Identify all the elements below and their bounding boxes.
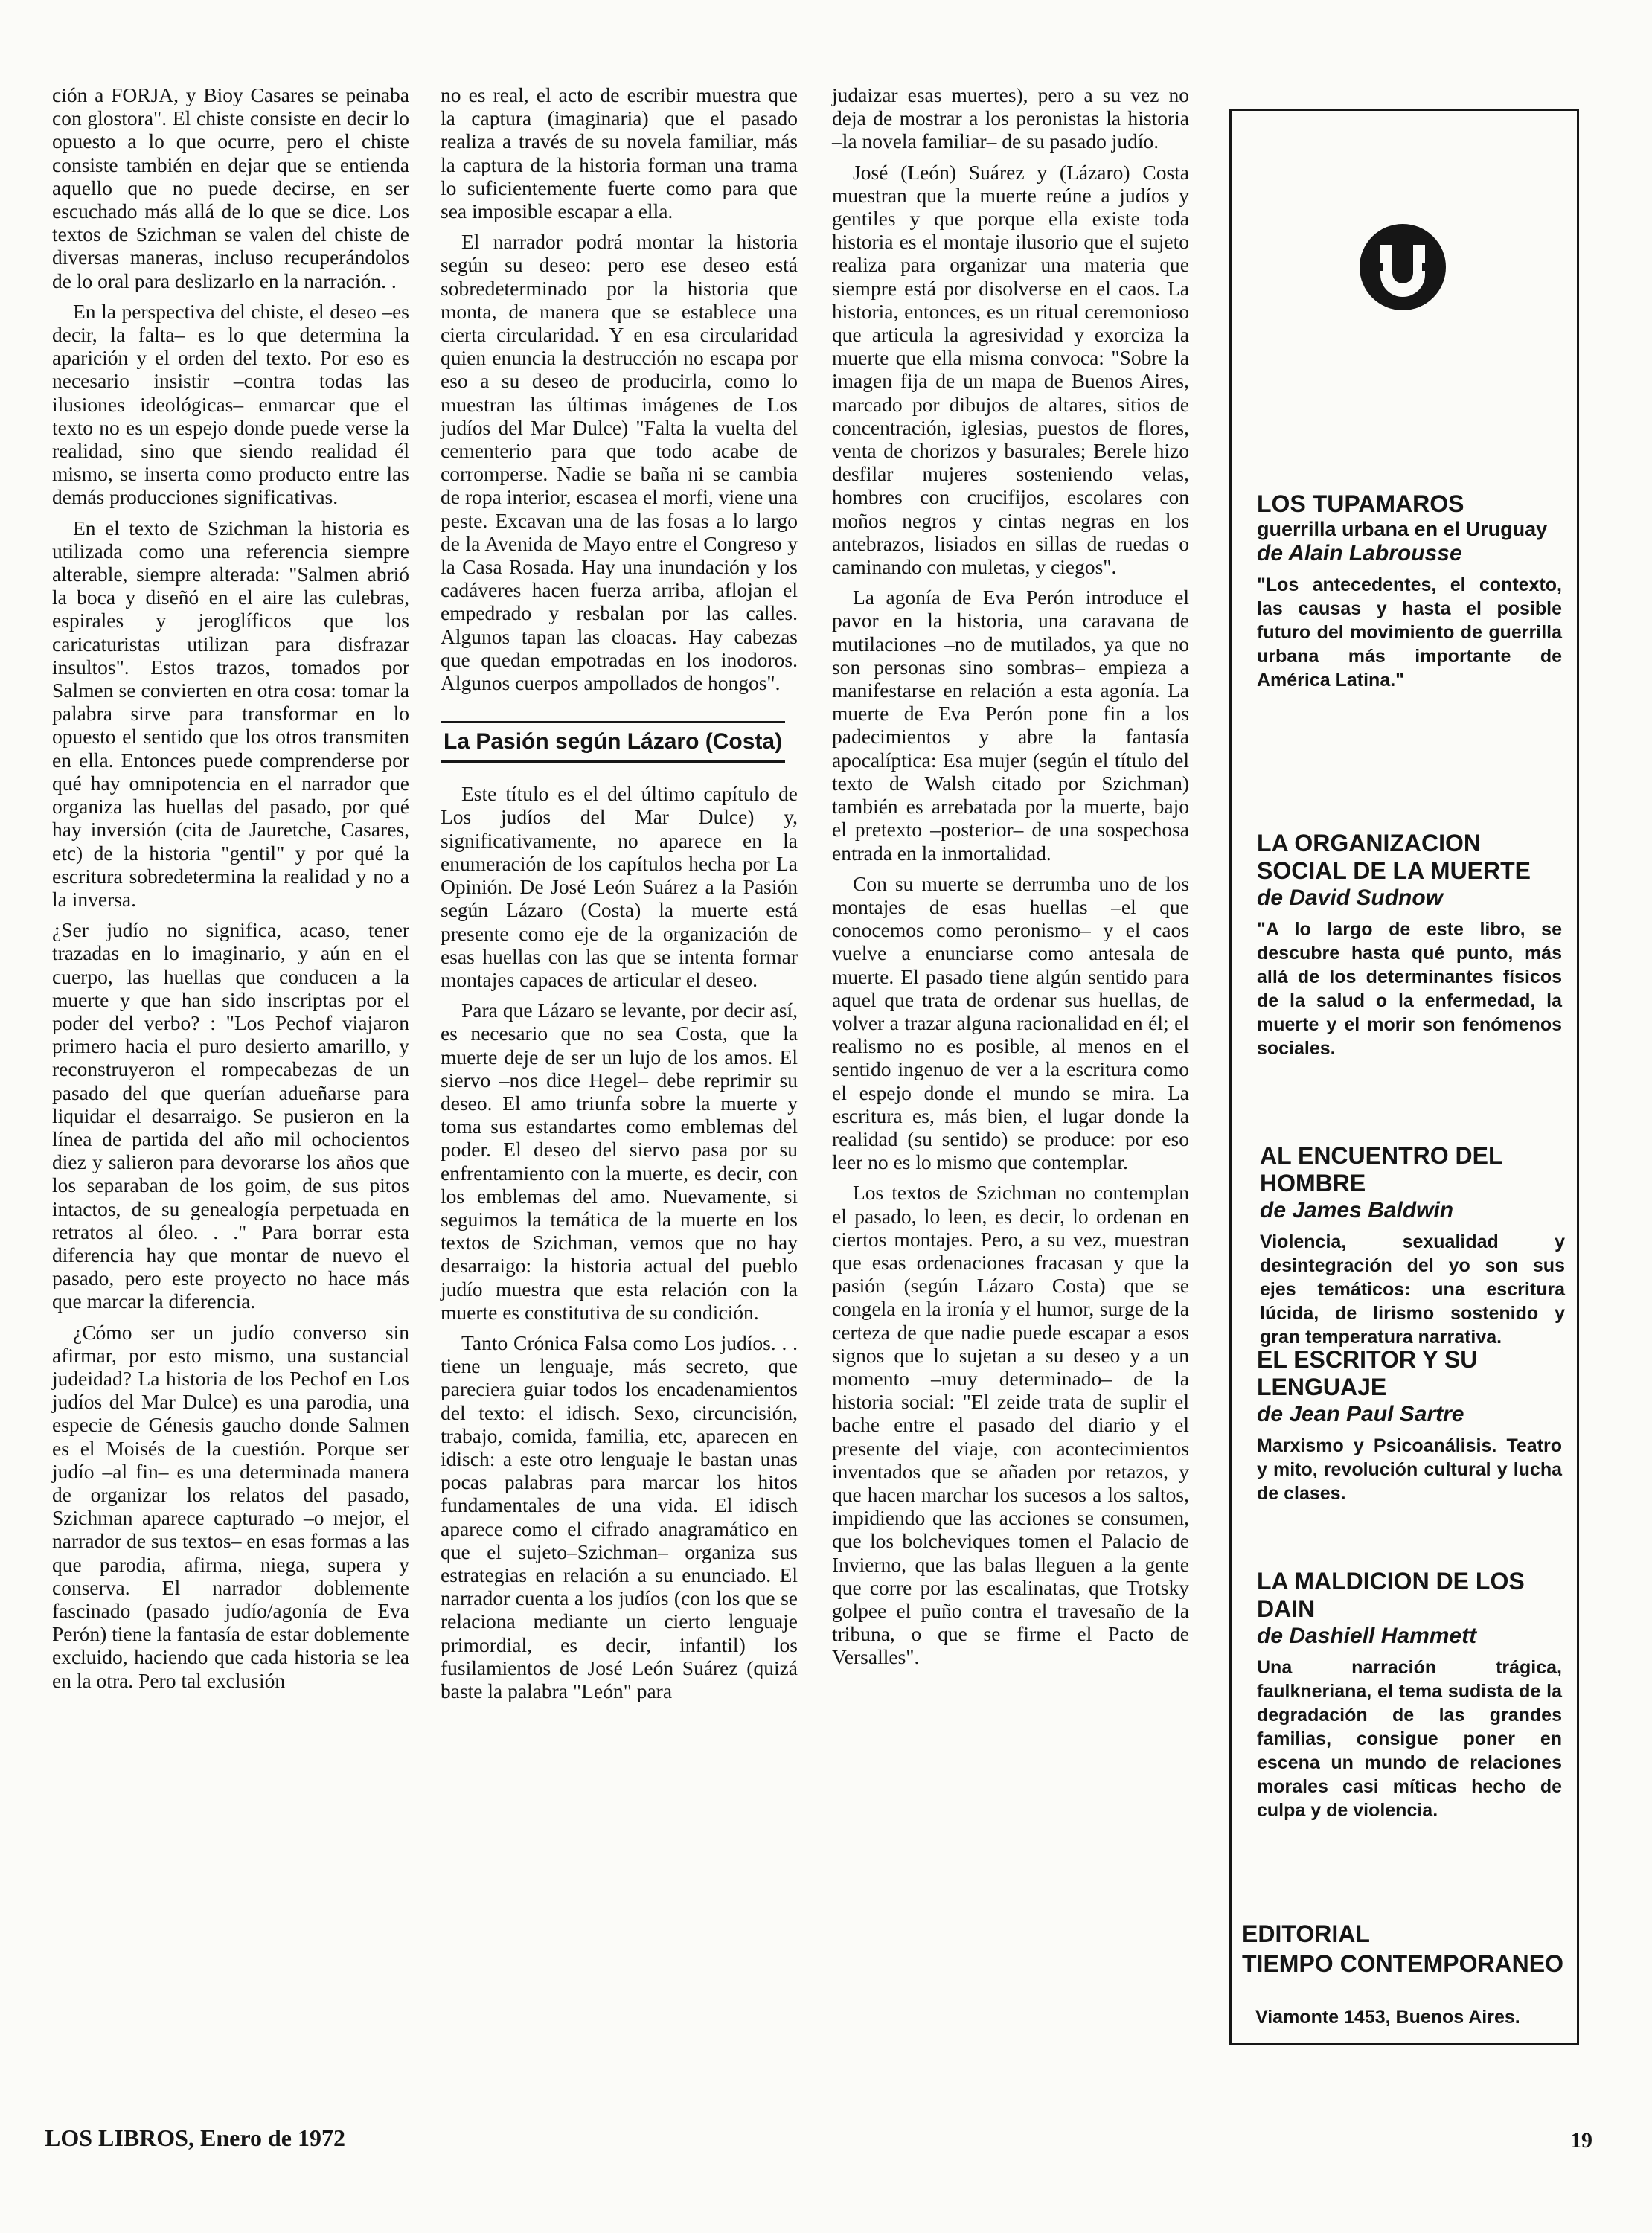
paragraph: no es real, el acto de escribir muestra que la captura (imaginaria) que el pasado realiza a través de su novela familiar, más la captura de la historia forman una trama lo suficientemente fuerte como para que sea imposible escapar a ella. <box>441 83 798 223</box>
paragraph: En la perspectiva del chiste, el deseo –es decir, la falta– es lo que determina la aparición y el orden del texto. Por eso es necesario insistir –contra todas las ilusiones ideológicas– enmarcar que el texto no es un espejo donde puede verse la realidad, sino que siendo realidad él mismo, se inserta como producto entre las demás producciones significativas. <box>52 299 409 509</box>
text-column-3 <box>832 83 1189 1676</box>
book-author: de James Baldwin <box>1260 1198 1454 1223</box>
publisher-advertisement <box>1229 109 1579 2045</box>
book-listing <box>1257 1568 1562 1822</box>
book-description: Violencia, sexualidad y desintegración del yo son sus ejes temáticos: una escritura lúcida, de lirismo sostenido y gran temperatura narrativa. <box>1260 1231 1565 1348</box>
page-number: 19 <box>1570 2128 1592 2153</box>
paragraph: judaizar esas muertes), pero a su vez no deja de mostrar a los peronistas la historia –la novela familiar– de su pasado judío. <box>832 83 1189 153</box>
text-column-1 <box>52 83 409 1699</box>
paragraph: El narrador podrá montar la historia según su deseo: pero ese deseo está sobredeterminado por la historia que monta, de manera que se establece una cierta circularidad. Y en esa circularidad quien enuncia la destrucción no escapa por eso a su deseo de producirla, como lo muestran las últimas imágenes de Los judíos del Mar Dulce) "Falta la vuelta del cementerio para que todo acabe de corromperse. Nadie se baña ni se cambia de ropa interior, escasea el morfi, viene una peste. Excavan una de las fosas a lo largo de la Avenida de Mayo entre el Congreso y la Casa Rosada. Hay una inundación y los cadáveres hacen fuerza arriba, aflojan el empedrado y resbalan por las calles. Algunos tapan las cloacas. Hay cabezas que quedan empotradas en los inodoros. Algunos cuerpos ampollados de hongos". <box>441 230 798 695</box>
book-description: Marxismo y Psicoanálisis. Teatro y mito, revolución cultural y lucha de clases. <box>1257 1435 1562 1504</box>
paragraph: José (León) Suárez y (Lázaro) Costa muestran que la muerte reúne a judíos y gentiles y que porque ella existe toda historia es el montaje ilusorio que el sujeto realiza para organizar una materia que siempre está por disolverse en el caos. La historia, entonces, es un ritual ceremonioso que articula la agresividad y exorciza la muerte que ella misma convoca: "Sobre la imagen fija de un mapa de Buenos Aires, marcado por dibujos de altares, sitios de concentración, iglesias, puestos de flores, venta de chorizos y basurales; Berele hizo desfilar mujeres sosteniendo velas, hombres con crucifijos, escolares con moños negros y cintas negras en los antebrazos, lisiados en sillas de ruedas o caminando con muletas, y ciegos". <box>832 160 1189 579</box>
paragraph: En el texto de Szichman la historia es utilizada como una referencia siempre alterable, siempre alterada: "Salmen abrió la boca y diseñó en el aire las culebras, espirales y jeroglíficos que los caricaturistas utilizan para disfrazar insultos". Estos trazos, tomados por Salmen se convierten en otra cosa: tomar la palabra sirve para transformar en lo opuesto el sentido que los otros transmiten en ella. Entonces puede comprenderse por qué hay omnipotencia en el narrador que organiza las huellas del pasado, por qué hay inversión (cita de Jauretche, Casares, etc) de la historia "gentil" y por qué la escritura sobredetermina la realidad y no a la inversa. <box>52 516 409 911</box>
book-author: de David Sudnow <box>1257 885 1444 910</box>
paragraph: ¿Ser judío no significa, acaso, tener trazadas en lo imaginario, y aún en el cuerpo, las huellas que conducen a la muerte y que han sido inscriptas por el poder del verbo? : "Los Pechof viajaron primero hacia el puro desierto amarillo, y reconstruyeron el rompecabezas de un pasado del que querían adueñarse para liquidar el desarraigo. Se pusieron en la línea de partida del año mil ochocientos diez y salieron para devorarse los años que los separaban de los goim, de sus pitos intactos, de su genealogía perpetuada en retratos al óleo. . ." Para borrar esta diferencia hay que montar de nuevo el pasado, pero este proyecto no hace más que marcar la diferencia. <box>52 918 409 1313</box>
publisher-address: Viamonte 1453, Buenos Aires. <box>1255 2007 1520 2028</box>
book-description: "Los antecedentes, el contexto, las causas y hasta el posible futuro del movimiento de guerrilla urbana más importante de América Latina." <box>1257 574 1562 691</box>
book-listing <box>1257 1346 1562 1505</box>
publisher-info <box>1242 1919 1569 2029</box>
paragraph: Tanto Crónica Falsa como Los judíos. . . tiene un lenguaje, más secreto, que pareciera guiar todos los encadenamientos del texto: el idisch. Sexo, circuncisión, trabajo, comida, familia, etc, aparecen en idisch: a este otro lenguaje le bastan unas pocas palabras para marcar los hitos fundamentales de una vida. El idisch aparece como el cifrado anagramático en que el sujeto–Szichman– organiza sus estrategias en relación a su enunciado. El narrador cuenta a los judíos (con los que se relaciona mediante un cierto lenguaje primordial, es decir, infantil) los fusilamientos de José León Suárez (quizá baste la palabra "León" para <box>441 1330 798 1702</box>
book-title: EL ESCRITOR Y SU LENGUAJE <box>1257 1346 1478 1400</box>
publisher-logo-icon <box>1358 222 1447 312</box>
paragraph: ción a FORJA, y Bioy Casares se peinaba con glostora". El chiste consiste en decir lo opuesto a lo que ocurre, pero el chiste consiste también en dejar que se entienda aquello que no puede decirse, en ser escuchado más allá de lo que se dice. Los textos de Szichman se valen del chiste de diversas maneras, incluso recuperándolos de lo oral para deslizarlo en la narración. . <box>52 83 409 292</box>
book-listing <box>1257 490 1562 692</box>
paragraph: Para que Lázaro se levante, por decir así, es necesario que no sea Costa, que la muerte deje de ser un lujo de los amos. El siervo –nos dice Hegel– debe reprimir su deseo. El amo triunfa sobre la muerte y toma sus estandartes como emblemas del poder. El deseo del siervo pasa por su enfrentamiento con la muerte, es decir, con los emblemas del amo. Nuevamente, si seguimos la temática de la muerte en los textos de Szichman, vemos que no hay desarraigo: la historia actual del pueblo judío muestra que esta relación con la muerte es constitutiva de su condición. <box>441 999 798 1324</box>
paragraph: Los textos de Szichman no contemplan el pasado, lo leen, es decir, lo ordenan en ciertos montajes. Pero, a su vez, muestran que esas ordenaciones fracasan y que la pasión (según Lázaro Costa) que se congela en la ironía y el humor, surge de la certeza de que nadie puede escapar a esos signos que lo sujetan a su deseo y a un momento –muy determinado– de la historia social: "El zeide trata de suplir el bache entre el pasado del diario y el presente del viaje, con acontecimientos inventados que se añaden por retazos, y que hacen marchar los sucesos a los saltos, impidiendo que las acciones se consumen, que los bolcheviques tomen el Palacio de Invierno, que las balas lleguen a la gente que corre por las escalinatas, que Trotsky golpee el puño contra el travesaño de la tribuna, o que se firme el Pacto de Versalles". <box>832 1181 1189 1669</box>
book-title: AL ENCUENTRO DEL HOMBRE <box>1260 1142 1502 1196</box>
book-title: LA MALDICION DE LOS DAIN <box>1257 1568 1525 1622</box>
book-author: de Alain Labrousse <box>1257 541 1462 566</box>
book-author: de Jean Paul Sartre <box>1257 1402 1464 1426</box>
publisher-name-line2: TIEMPO CONTEMPORANEO <box>1242 1950 1564 1977</box>
paragraph: Este título es el del último capítulo de Los judíos del Mar Dulce) y, significativamente, no aparece en la enumeración de los capítulos hecha por La Opinión. De José León Suárez a la Pasión según Lázaro (Costa) la muerte está presente como eje de la organización de esas huellas con las que se intenta formar montajes capaces de articular el deseo. <box>441 782 798 991</box>
paragraph: ¿Cómo ser un judío converso sin afirmar, por esto mismo, una sustancial judeidad? La historia de los Pechof en Los judíos del Mar Dulce) es una parodia, una especie de Génesis gaucho donde Salmen es el Moisés de la cuestión. Porque ser judío –al fin– es una determinada manera de organizar los relatos del pasado, Szichman aparece capturado –o mejor, el narrador de sus textos– en esas formas a las que parodia, afirma, niega, supera y conserva. El narrador doblemente fascinado (pasado judío/agonía de Eva Perón) tiene la fantasía de estar doblemente excluido, haciendo que cada historia se lea en la otra. Pero tal exclusión <box>52 1320 409 1692</box>
publication-footer: LOS LIBROS, Enero de 1972 <box>45 2124 345 2151</box>
book-title: LOS TUPAMAROS <box>1257 490 1464 517</box>
book-listing <box>1260 1142 1565 1349</box>
text-column-2 <box>441 83 798 1710</box>
paragraph: Con su muerte se derrumba uno de los montajes de esas huellas –el que conocemos como peronismo– y el caos vuelve a enunciarse como antesala de muerte. El pasado tiene algún sentido para aquel que trata de ordenar sus huellas, de volver a trazar alguna racionalidad en él; el realismo no es posible, al menos en el sentido ingenuo de ver a la escritura como el espejo donde el mundo se mira. La escritura es, más bien, el lugar donde la realidad (su sentido) se produce: por eso leer no es lo mismo que contemplar. <box>832 871 1189 1174</box>
book-subtitle: guerrilla urbana en el Uruguay <box>1257 518 1548 540</box>
book-description: Una narración trágica, faulkneriana, el tema sudista de la degradación de las grandes familias, consigue poner en escena un mundo de relaciones morales casi míticas hecho de culpa y de violencia. <box>1257 1657 1562 1821</box>
section-heading: La Pasión según Lázaro (Costa) <box>441 721 785 763</box>
book-title: LA ORGANIZACION SOCIAL DE LA MUERTE <box>1257 830 1531 884</box>
book-description: "A lo largo de este libro, se descubre hasta qué punto, más allá de los determinantes físicos de la salud o la enfermedad, la muerte y el morir son fenómenos sociales. <box>1257 919 1562 1059</box>
paragraph: La agonía de Eva Perón introduce el pavor en la historia, una caravana de mutilaciones –no de mutilados, ya que no son personas sino sombras– empieza a manifestarse en relación a esta agonía. La muerte de Eva Perón pone fin a los padecimientos y abre la fantasía apocalíptica: Esa mujer (según el título del texto de Walsh citado por Szichman) también es arrebatada por la muerte, bajo el pretexto –posterior– de una sospechosa entrada en la inmortalidad. <box>832 586 1189 865</box>
publisher-name-line1: EDITORIAL <box>1242 1920 1370 1947</box>
book-author: de Dashiell Hammett <box>1257 1624 1477 1648</box>
book-listing <box>1257 830 1562 1060</box>
